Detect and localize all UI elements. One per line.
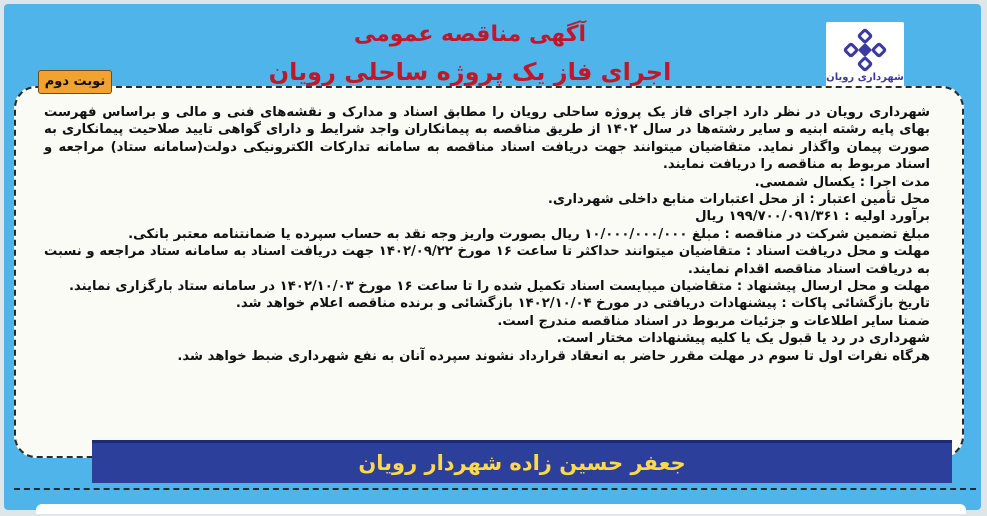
bid-deadline-line: مهلت و محل ارسال پیشنهاد : متقاضیان میبایست اسناد تکمیل شده را تا ساعت ۱۶ مورخ ۱۴۰۲/۱۰/۰۳ در سامانه ستاد بارگزاری نمایند.	[69, 279, 930, 295]
ad-body-text	[44, 104, 930, 365]
publication-round-badge: نوبت دوم	[38, 70, 112, 94]
municipality-logo-icon	[843, 28, 887, 72]
funding-line: محل تأمین اعتبار : از محل اعتبارات منابع داخلی شهرداری.	[547, 192, 930, 208]
logo	[826, 22, 904, 90]
project-title: اجرای فاز یک پروژه ساحلی رویان	[268, 58, 672, 86]
guarantee-line: مبلغ تضمین شرکت در مناقصه : مبلغ ۱۰/۰۰۰/۰۰۰/۰۰۰ ریال بصورت واریز وجه نقد به حساب سپرده یا ضمانتنامه معتبر بانکی.	[128, 226, 930, 242]
next-ad-edge	[36, 504, 966, 514]
logo-text: شهرداری رویان	[826, 72, 904, 83]
document-deadline-line: مهلت و محل دریافت اسناد : متقاضیان میتوانند حداکثر تا ساعت ۱۶ مورخ ۱۴۰۲/۰۹/۲۲ جهت دریافت اسناد به سامانه ستاد مراجعه و نسبت به دریافت اسناد مناقصه اقدام نمایند.	[44, 244, 931, 277]
divider	[14, 488, 976, 490]
duration-line: مدت اجرا : یکسال شمسی.	[754, 174, 930, 190]
ad-type-title: آگهی مناقصه عمومی	[353, 22, 587, 47]
opening-line: تاریخ بازگشائی پاکات : پیشنهادات دریافتی در مورخ ۱۴۰۲/۱۰/۰۴ بازگشائی و برنده مناقصه اعلام خواهد شد.	[235, 296, 930, 312]
intro-paragraph: شهرداری رویان در نظر دارد اجرای فاز یک پروژه ساحلی رویان را مطابق اسناد و مدارک و نقشه‌های فنی و مالی و براساس فهرست بهای پایه رشته ابنیه و سایر رشته‌ها در سال ۱۴۰۲ از طریق مناقصه به پیمانکاران واجد شرایط و دارای گواهی تایید صلاحیت پیمانکاری به صورت پیمان واگذار نماید. متقاضیان میتوانند جهت دریافت اسناد مناقصه به سامانه تدارکات الکترونیکی دولت(سامانه ستاد) مراجعه و اسناد مربوط به مناقصه را دریافت نمایند.	[44, 105, 930, 173]
signature-bar: جعفر حسین زاده شهردار رویان	[92, 440, 952, 483]
estimate-line: برآورد اولیه : ۱۹۹/۷۰۰/۰۹۱/۳۶۱ ریال	[695, 209, 930, 225]
rights-line: شهرداری در رد یا قبول یک یا کلیه پیشنهادات مختار است.	[556, 331, 930, 347]
info-line: ضمنا سایر اطلاعات و جزئیات مربوط در اسناد مناقصه مندرج است.	[497, 313, 930, 329]
forfeit-line: هرگاه نفرات اول تا سوم در مهلت مقرر حاضر به انعقاد قرارداد نشوند سپرده آنان به نفع شهرداری ضبط خواهد شد.	[177, 348, 930, 364]
